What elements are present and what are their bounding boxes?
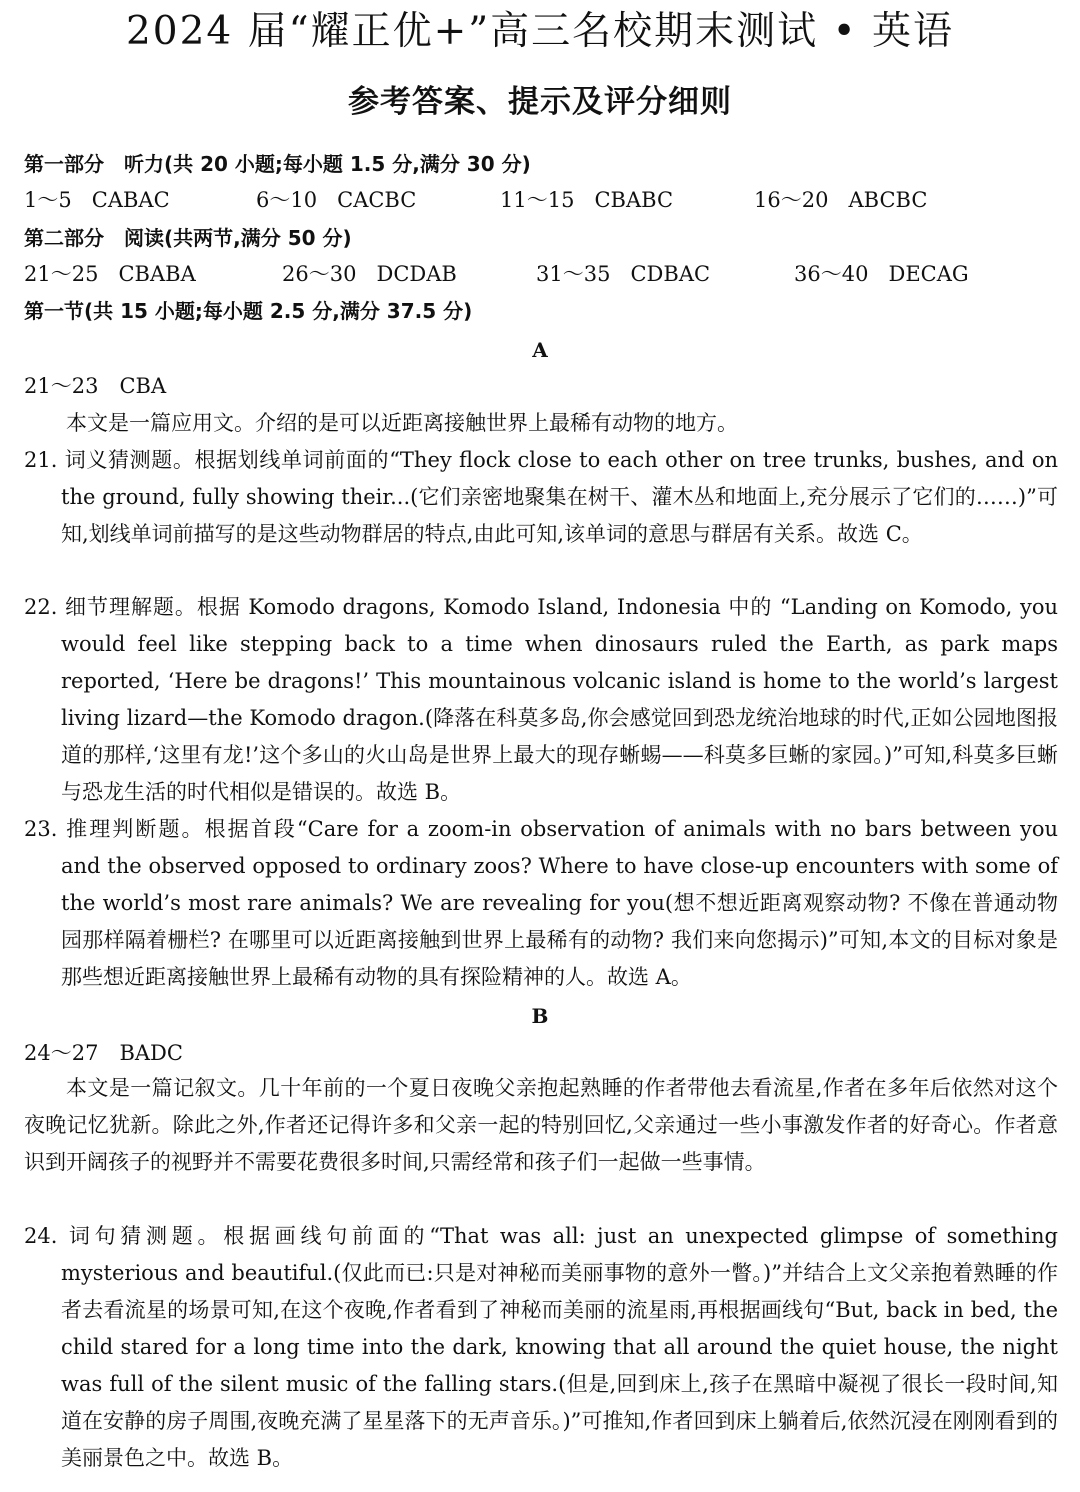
answer-letters: ABCBC: [848, 188, 928, 212]
question-22-explanation: 22. 细节理解题。根据 Komodo dragons, Komodo Island, Indonesia 中的 “Landing on Komodo, you would feel like stepping back to a time when dinosaurs ruled the Earth, as park maps reported, ‘Here be dragons!’ This mountainous volcanic island is home to the world’s largest living lizard—the Komodo dragon.(降落在科莫多岛,你会感觉回到恐龙统治地球的时代,正如公园地图报道的那样,‘这里有龙!’这个多山的火山岛是世界上最大的现存蜥蜴——科莫多巨蜥的家园。)”可知,科莫多巨蜥与恐龙生活的时代相似是错误的。故选 B。: [24, 595, 1058, 804]
answer-letters: CBABC: [594, 188, 674, 212]
answer-letters: CABAC: [91, 188, 170, 212]
answer-group: [282, 260, 457, 288]
page-subtitle: 参考答案、提示及评分细则: [348, 84, 732, 120]
page-title: 2024 届“耀正优+”高三名校期末测试 • 英语: [125, 9, 954, 54]
part1-heading: 第一部分 听力(共 20 小题;每小题 1.5 分,满分 30 分): [24, 152, 531, 176]
part2-heading: 第二部分 阅读(共两节,满分 50 分): [24, 226, 352, 250]
question-24-explanation: 24. 词句猜测题。根据画线句前面的“That was all: just an unexpected glimpse of something mysterious and beautiful.(仅此而已:只是对神秘而美丽事物的意外一瞥。)”并结合上文父亲抱着熟睡的作者去看流星的场景可知,在这个夜晚,作者看到了神秘而美丽的流星雨,再根据画线句“But, back in bed, the child stared for a long time into the dark, knowing that all around the quiet house, the night was full of the silent music of the falling stars.(但是,回到床上,孩子在黑暗中凝视了很长一段时间,知道在安静的房子周围,夜晚充满了星星落下的无声音乐。)”可推知,作者回到床上躺着后,依然沉浸在刚刚看到的美丽景色之中。故选 B。: [24, 1224, 1058, 1470]
answer-range: 6～10: [256, 188, 318, 212]
answer-range: 31～35: [536, 262, 611, 286]
answer-group: [24, 186, 170, 214]
passage-a-answers: 21～23 CBA: [24, 374, 167, 398]
passage-b-label: B: [531, 1004, 549, 1028]
answer-range: 1～5: [24, 188, 72, 212]
answer-letters: DECAG: [888, 262, 969, 286]
answer-range: 11～15: [500, 188, 575, 212]
section1-heading: 第一节(共 15 小题;每小题 2.5 分,满分 37.5 分): [24, 299, 473, 323]
question-21-explanation: 21. 词义猜测题。根据划线单词前面的“They flock close to each other on tree trunks, bushes, and on the ground, fully showing their...(它们亲密地聚集在树干、灌木丛和地面上,充分展示了它们的……)”可知,划线单词前描写的是这些动物群居的特点,由此可知,该单词的意思与群居有关系。故选 C。: [24, 448, 1058, 546]
passage-a-intro: 本文是一篇应用文。介绍的是可以近距离接触世界上最稀有动物的地方。: [66, 411, 738, 435]
passage-b-intro: 本文是一篇记叙文。几十年前的一个夏日夜晚父亲抱起熟睡的作者带他去看流星,作者在多年后依然对这个夜晚记忆犹新。除此之外,作者还记得许多和父亲一起的特别回忆,父亲通过一些小事激发作者的好奇心。作者意识到开阔孩子的视野并不需要花费很多时间,只需经常和孩子们一起做一些事情。: [24, 1076, 1058, 1174]
answer-group: [500, 186, 673, 214]
answer-group: [24, 260, 196, 288]
answer-letters: CACBC: [337, 188, 417, 212]
answer-group: [794, 260, 969, 288]
answer-group: [536, 260, 710, 288]
question-23-explanation: 23. 推理判断题。根据首段“Care for a zoom-in observation of animals with no bars between you and the observed opposed to ordinary zoos? Where to have close-up encounters with some of the world’s most rare animals? We are revealing for you(想不想近距离观察动物? 不像在普通动物园那样隔着栅栏? 在哪里可以近距离接触到世界上最稀有的动物? 我们来向您揭示)”可知,本文的目标对象是那些想近距离接触世界上最稀有动物的具有探险精神的人。故选 A。: [24, 817, 1058, 989]
answer-group: [256, 186, 416, 214]
answer-range: 36～40: [794, 262, 869, 286]
answer-range: 16～20: [754, 188, 829, 212]
answer-letters: CBABA: [118, 262, 196, 286]
answer-range: 21～25: [24, 262, 99, 286]
answer-letters: DCDAB: [376, 262, 457, 286]
answer-range: 26～30: [282, 262, 357, 286]
answer-group: [754, 186, 927, 214]
passage-b-answers: 24～27 BADC: [24, 1041, 183, 1065]
answer-letters: CDBAC: [630, 262, 711, 286]
passage-a-label: A: [532, 338, 548, 362]
